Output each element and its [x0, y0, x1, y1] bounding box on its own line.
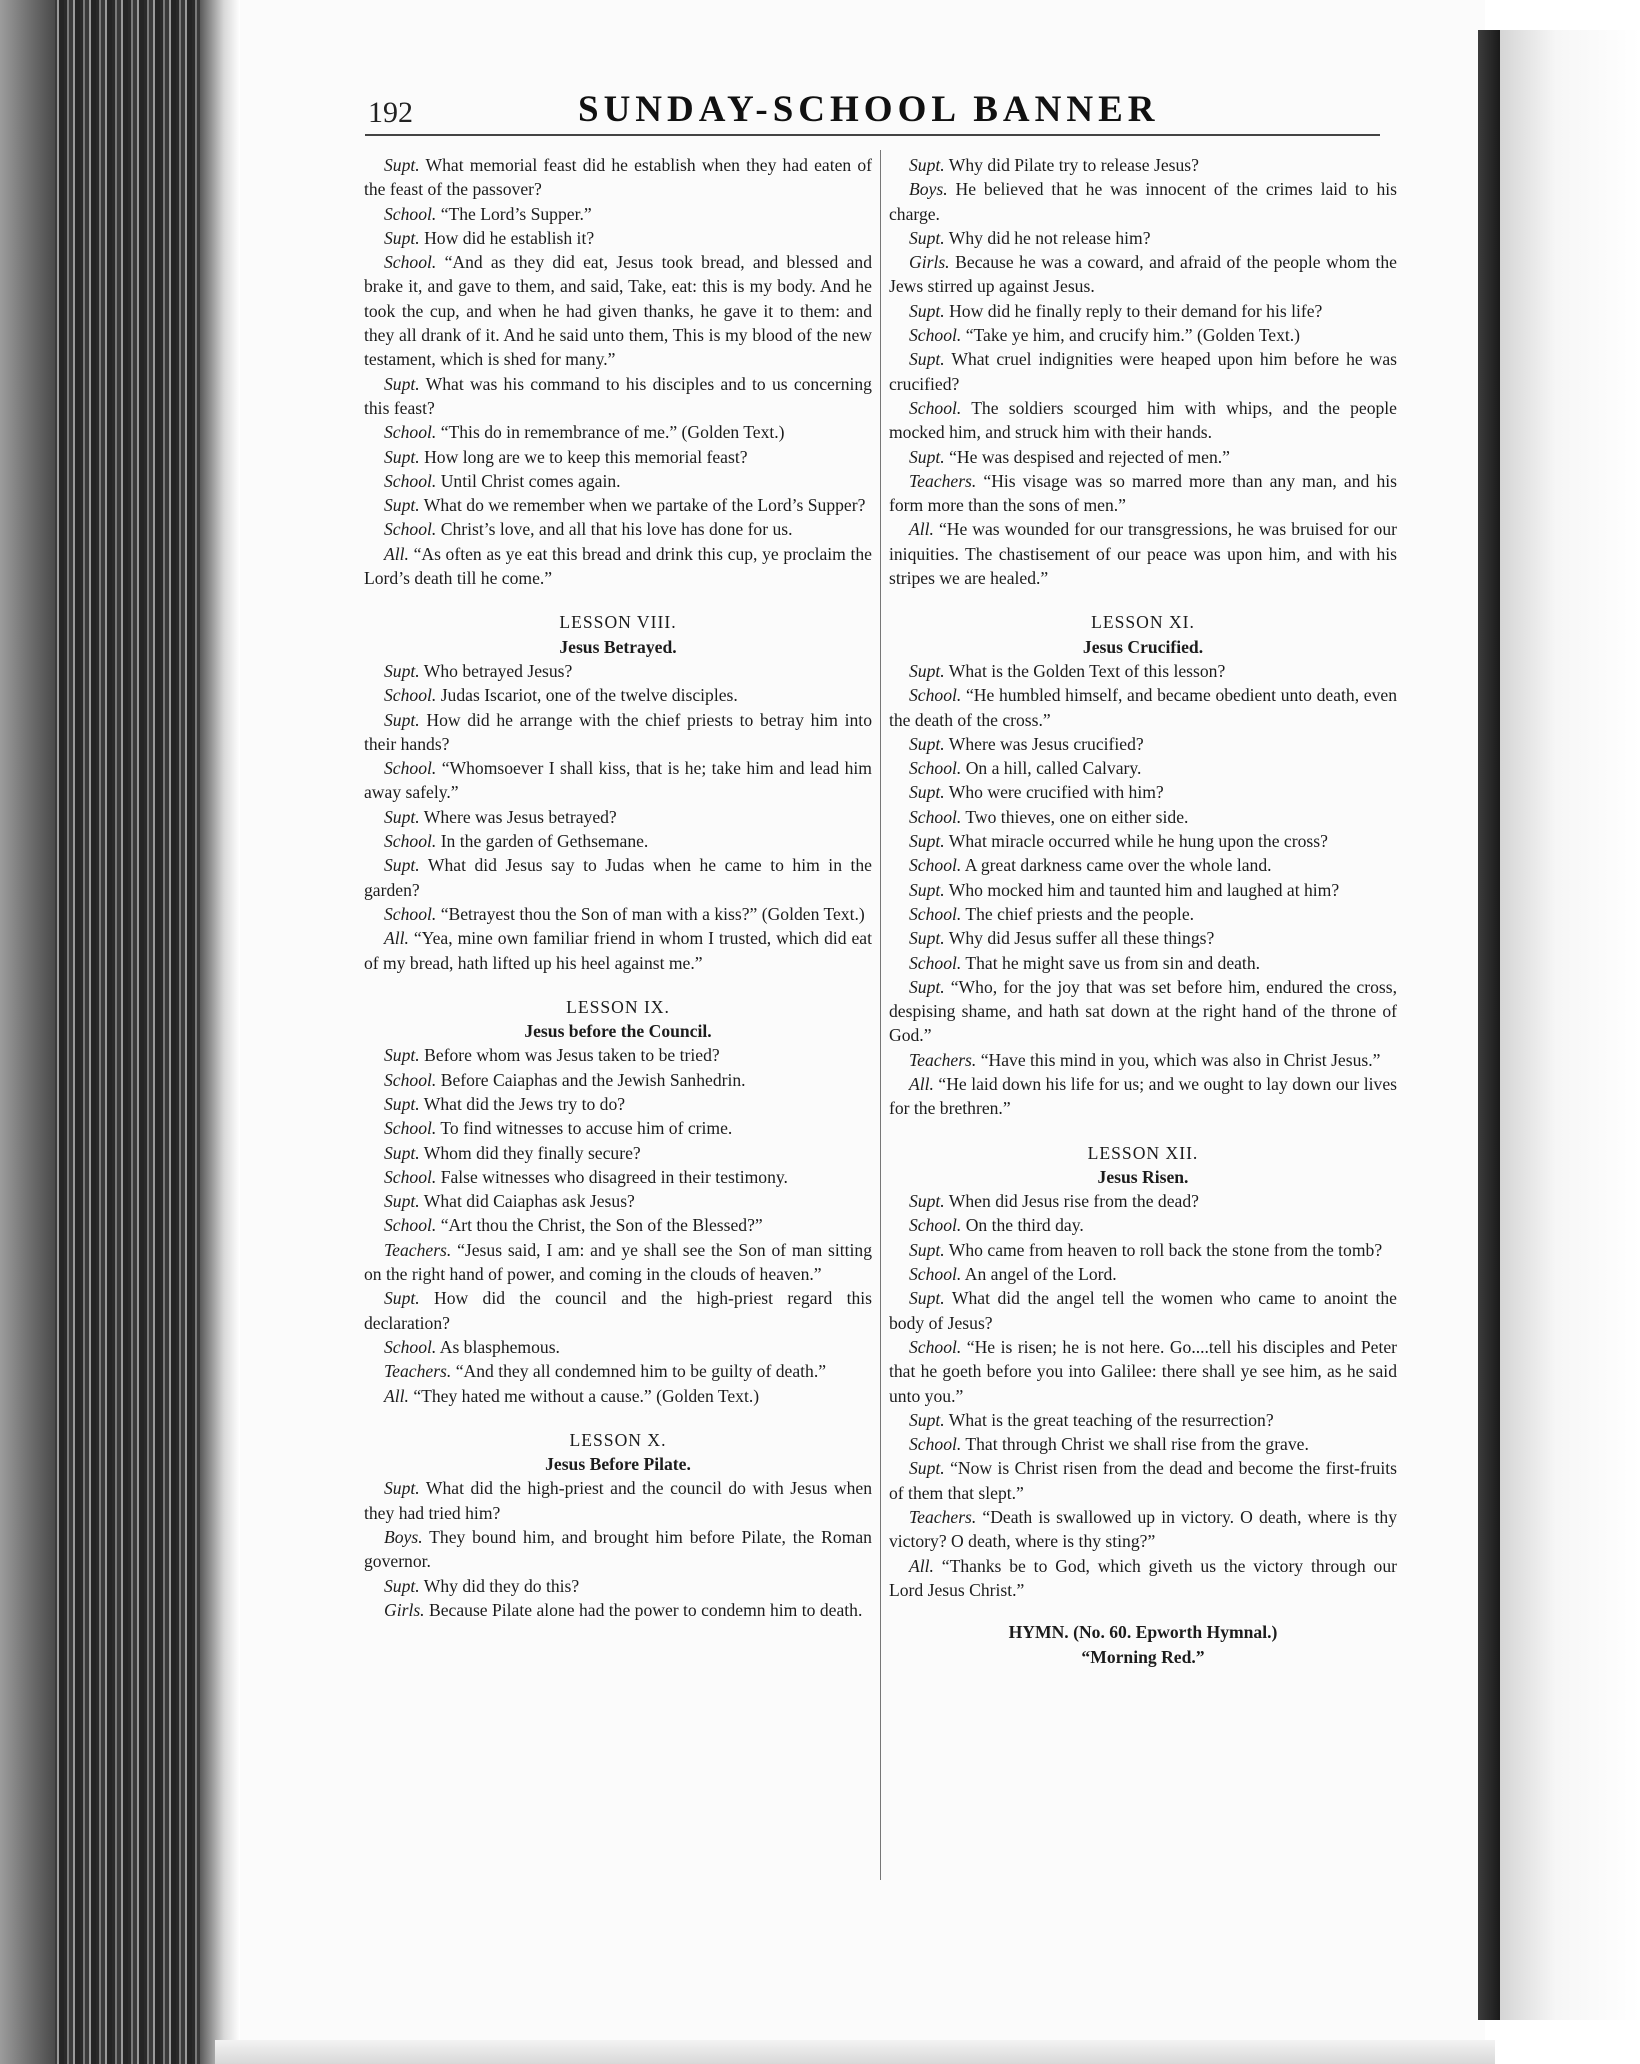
dialogue-text: “Who, for the joy that was set before him, endured the cross, despising shame, and hath sat down at the right hand of the throne of God.”: [889, 976, 1397, 1046]
dialogue-line: [889, 1554, 1397, 1603]
dialogue-line: [364, 1238, 872, 1287]
dialogue-text: When did Jesus rise from the dead?: [948, 1191, 1199, 1212]
dialogue-line: [364, 372, 872, 421]
dialogue-line: [889, 250, 1397, 299]
dialogue-line: [889, 1048, 1397, 1072]
dialogue-line: [889, 975, 1397, 1048]
dialogue-line: [364, 1213, 872, 1237]
dialogue-text: A great darkness came over the whole land.: [964, 855, 1272, 876]
dialogue-line: [889, 1286, 1397, 1335]
speaker-label: Supt.: [384, 1191, 420, 1212]
dialogue-line: [889, 829, 1397, 853]
dialogue-line: [889, 780, 1397, 804]
speaker-label: Teachers.: [384, 1239, 452, 1260]
speaker-label: Supt.: [384, 155, 420, 175]
speaker-label: School.: [909, 903, 962, 924]
dialogue-line: [889, 756, 1397, 780]
dialogue-line: [364, 902, 872, 926]
speaker-label: School.: [384, 1336, 437, 1357]
dialogue-text: “And as they did eat, Jesus took bread, and blessed and brake it, and gave to them, and said, Take, eat: this is my body. And he took the cup, and when he had given thanks, he gave it to them: and they all drank of it. And he said unto them, This is my blood of the new testament, which is shed for many.”: [364, 252, 873, 370]
dialogue-line: [364, 756, 872, 805]
dialogue-line: [364, 708, 872, 757]
page-bottom-edge: [215, 2040, 1495, 2064]
dialogue-text: “Have this mind in you, which was also in Christ Jesus.”: [980, 1049, 1381, 1070]
dialogue-text: Before whom was Jesus taken to be tried?: [424, 1045, 720, 1066]
speaker-label: School.: [909, 952, 962, 973]
speaker-label: School.: [909, 758, 962, 779]
dialogue-line: [364, 469, 872, 493]
speaker-label: Supt.: [909, 831, 945, 852]
lesson-heading: LESSON IX.: [566, 996, 670, 1017]
speaker-label: School.: [384, 1069, 437, 1090]
dialogue-text: “As often as ye eat this bread and drink this cup, ye proclaim the Lord’s death till he come.”: [364, 543, 872, 589]
lesson-title: Jesus Risen.: [1097, 1166, 1189, 1187]
dialogue-line: [364, 1574, 872, 1598]
speaker-label: Supt.: [909, 879, 945, 900]
dialogue-line: [889, 445, 1397, 469]
dialogue-line: [364, 853, 872, 902]
speaker-label: Supt.: [909, 733, 945, 754]
dialogue-line: [889, 732, 1397, 756]
speaker-label: School.: [909, 325, 962, 346]
dialogue-line: [889, 396, 1397, 445]
dialogue-text: What cruel indignities were heaped upon him before he was crucified?: [889, 349, 1397, 394]
speaker-label: School.: [384, 422, 437, 443]
header-rule: [365, 134, 1380, 136]
dialogue-line: [364, 1043, 872, 1067]
speaker-label: Supt.: [384, 1288, 420, 1309]
dialogue-text: What miracle occurred while he hung upon the cross?: [948, 831, 1328, 852]
speaker-label: Teachers.: [909, 1049, 977, 1070]
dialogue-text: Before Caiaphas and the Jewish Sanhedrin.: [440, 1069, 746, 1090]
dialogue-line: [889, 226, 1397, 250]
dialogue-line: [364, 683, 872, 707]
dialogue-text: In the garden of Gethsemane.: [440, 831, 649, 852]
dialogue-text: How did the council and the high-priest regard this declaration?: [364, 1288, 872, 1333]
dialogue-text: Two thieves, one on either side.: [965, 806, 1189, 827]
dialogue-text: “He is risen; he is not here. Go....tell his disciples and Peter that he goeth before you into Galilee: there shall ye see him, as he said unto you.”: [889, 1336, 1398, 1406]
gutter-shadow: [200, 0, 240, 2064]
speaker-label: Supt.: [384, 1478, 420, 1499]
dialogue-line: [364, 445, 872, 469]
speaker-label: Supt.: [384, 1575, 420, 1596]
dialogue-text: “Death is swallowed up in victory. O death, where is thy victory? O death, where is thy sting?”: [889, 1507, 1397, 1552]
dialogue-text: “The Lord’s Supper.”: [440, 203, 592, 224]
speaker-label: School.: [909, 806, 962, 827]
dialogue-text: What is the great teaching of the resurrection?: [948, 1409, 1274, 1430]
speaker-label: Supt.: [909, 227, 945, 248]
dialogue-line: [889, 878, 1397, 902]
speaker-label: Supt.: [384, 709, 420, 730]
dialogue-text: Who were crucified with him?: [948, 782, 1164, 803]
dialogue-text: They bound him, and brought him before Pilate, the Roman governor.: [364, 1527, 872, 1572]
speaker-label: Teachers.: [909, 470, 977, 491]
page-title: SUNDAY-SCHOOL BANNER: [578, 89, 1160, 130]
dialogue-line: [889, 323, 1397, 347]
dialogue-line: [889, 1262, 1397, 1286]
dialogue-text: What is the Golden Text of this lesson?: [948, 660, 1226, 681]
speaker-label: All.: [909, 519, 934, 540]
dialogue-text: What do we remember when we partake of the Lord’s Supper?: [423, 495, 866, 516]
dialogue-line: [364, 1598, 872, 1622]
dialogue-line: [889, 683, 1397, 732]
lesson-heading: LESSON X.: [569, 1429, 667, 1450]
dialogue-line: [889, 1408, 1397, 1432]
dialogue-line: [889, 1213, 1397, 1237]
dialogue-line: [889, 469, 1397, 518]
dialogue-text: What did the Jews try to do?: [423, 1093, 626, 1114]
speaker-label: Supt.: [909, 349, 945, 370]
dialogue-line: [364, 226, 872, 250]
speaker-label: Supt.: [909, 976, 945, 997]
dialogue-line: [364, 659, 872, 683]
lesson-heading: LESSON XII.: [1087, 1142, 1199, 1163]
dialogue-text: Because he was a coward, and afraid of the people whom the Jews stirred up against Jesus.: [889, 252, 1397, 297]
speaker-label: Supt.: [384, 495, 420, 516]
speaker-label: Supt.: [384, 855, 420, 876]
dialogue-text: Why did Pilate try to release Jesus?: [948, 155, 1199, 175]
speaker-label: School.: [384, 203, 437, 224]
dialogue-text: “His visage was so marred more than any man, and his form more than the sons of men.”: [889, 470, 1397, 516]
dialogue-text: How did he establish it?: [424, 227, 595, 248]
dialogue-text: Why did Jesus suffer all these things?: [948, 928, 1215, 949]
page-header: [368, 88, 1378, 136]
dialogue-text: “Yea, mine own familiar friend in whom I trusted, which did eat of my bread, hath lifted up his heel against me.”: [364, 928, 872, 973]
dialogue-line: [364, 420, 872, 444]
speaker-label: Supt.: [384, 806, 420, 827]
dialogue-line: [889, 659, 1397, 683]
dialogue-text: “He humbled himself, and became obedient unto death, even the death of the cross.”: [889, 685, 1397, 730]
dialogue-text: “This do in remembrance of me.” (Golden Text.): [440, 422, 785, 443]
dialogue-line: [889, 347, 1397, 396]
dialogue-text: “And they all condemned him to be guilty of death.”: [455, 1361, 827, 1382]
speaker-label: Supt.: [384, 1093, 420, 1114]
speaker-label: School.: [384, 1166, 437, 1187]
dialogue-line: [889, 902, 1397, 926]
dialogue-line: [364, 805, 872, 829]
dialogue-text: Whom did they finally secure?: [423, 1142, 641, 1163]
speaker-label: Supt.: [909, 155, 945, 175]
dialogue-line: [889, 926, 1397, 950]
dialogue-text: Where was Jesus betrayed?: [423, 806, 617, 827]
dialogue-line: [364, 517, 872, 541]
speaker-label: School.: [909, 1434, 962, 1455]
speaker-label: School.: [384, 758, 437, 779]
page-number: 192: [368, 96, 413, 129]
dialogue-line: [889, 1238, 1397, 1262]
dialogue-text: Who mocked him and taunted him and laughed at him?: [948, 879, 1340, 900]
dialogue-line: [364, 1359, 872, 1383]
dialogue-line: [364, 1476, 872, 1525]
dialogue-line: [889, 517, 1397, 590]
hymn-line: HYMN. (No. 60. Epworth Hymnal.): [1008, 1622, 1278, 1643]
dialogue-text: Until Christ comes again.: [440, 470, 621, 491]
dialogue-line: [364, 1165, 872, 1189]
dialogue-text: “Take ye him, and crucify him.” (Golden Text.): [965, 325, 1301, 346]
speaker-label: Girls.: [384, 1599, 425, 1620]
dialogue-line: [364, 1384, 872, 1408]
dialogue-text: Where was Jesus crucified?: [948, 733, 1144, 754]
dialogue-text: What memorial feast did he establish when they had eaten of the feast of the passover?: [364, 155, 872, 200]
dialogue-text: That he might save us from sin and death.: [965, 952, 1261, 973]
speaker-label: Supt.: [909, 660, 945, 681]
speaker-label: Supt.: [909, 1288, 945, 1309]
dialogue-line: [889, 805, 1397, 829]
dialogue-line: [364, 1068, 872, 1092]
dialogue-line: [364, 153, 872, 202]
dialogue-line: [889, 951, 1397, 975]
dialogue-line: [364, 1286, 872, 1335]
dialogue-text: “Whomsoever I shall kiss, that is he; take him and lead him away safely.”: [364, 758, 872, 803]
dialogue-line: [889, 153, 1397, 177]
speaker-label: School.: [384, 1215, 437, 1236]
dialogue-line: [364, 542, 872, 591]
dialogue-line: [364, 926, 872, 975]
dialogue-line: [364, 202, 872, 226]
lesson-title: Jesus Crucified.: [1082, 636, 1204, 657]
speaker-label: School.: [909, 397, 962, 418]
speaker-label: School.: [384, 685, 437, 706]
speaker-label: School.: [384, 831, 437, 852]
speaker-label: School.: [909, 1336, 962, 1357]
speaker-label: Supt.: [909, 928, 945, 949]
dialogue-line: [889, 1189, 1397, 1213]
dialogue-text: What was his command to his disciples and to us concerning this feast?: [364, 373, 872, 418]
speaker-label: Supt.: [384, 1045, 420, 1066]
speaker-label: Supt.: [909, 446, 945, 467]
speaker-label: Supt.: [909, 1409, 945, 1430]
speaker-label: All.: [384, 543, 409, 564]
speaker-label: School.: [384, 252, 437, 273]
lesson-title: Jesus Betrayed.: [559, 636, 677, 657]
dialogue-text: Judas Iscariot, one of the twelve disciples.: [440, 685, 738, 706]
dialogue-line: [364, 1092, 872, 1116]
dialogue-text: “Art thou the Christ, the Son of the Blessed?”: [440, 1215, 763, 1236]
dialogue-line: [889, 1456, 1397, 1505]
speaker-label: All.: [909, 1073, 934, 1094]
speaker-label: Supt.: [384, 446, 420, 467]
speaker-label: Supt.: [384, 660, 420, 681]
dialogue-line: [889, 299, 1397, 323]
speaker-label: School.: [909, 685, 962, 706]
dialogue-line: [364, 1116, 872, 1140]
lesson-heading: LESSON VIII.: [559, 612, 677, 633]
speaker-label: Supt.: [909, 1458, 945, 1479]
dialogue-line: [364, 1335, 872, 1359]
dialogue-line: [889, 1432, 1397, 1456]
book-edge: [0, 0, 55, 2064]
dialogue-text: What did Caiaphas ask Jesus?: [423, 1191, 635, 1212]
speaker-label: Supt.: [909, 300, 945, 321]
dialogue-text: Who betrayed Jesus?: [423, 660, 573, 681]
next-page-edge: [1500, 30, 1640, 2020]
lesson-title: Jesus before the Council.: [524, 1021, 712, 1042]
dialogue-line: [364, 829, 872, 853]
dialogue-text: “Now is Christ risen from the dead and become the first-fruits of them that slept.”: [889, 1458, 1398, 1503]
dialogue-text: “Thanks be to God, which giveth us the victory through our Lord Jesus Christ.”: [889, 1555, 1397, 1600]
speaker-label: All.: [384, 1385, 409, 1406]
dialogue-text: How did he arrange with the chief priests to betray him into their hands?: [364, 709, 872, 754]
speaker-label: School.: [384, 470, 437, 491]
speaker-label: Supt.: [909, 1191, 945, 1212]
speaker-label: All.: [909, 1555, 934, 1576]
dialogue-text: He believed that he was innocent of the crimes laid to his charge.: [889, 179, 1397, 224]
dialogue-text: The chief priests and the people.: [965, 903, 1195, 924]
speaker-label: School.: [909, 1264, 962, 1285]
dialogue-text: “They hated me without a cause.” (Golden Text.): [413, 1385, 760, 1406]
dialogue-text: What did the high-priest and the council do with Jesus when they had tried him?: [364, 1478, 872, 1523]
speaker-label: School.: [384, 1118, 437, 1139]
dialogue-line: [889, 177, 1397, 226]
dialogue-text: “He was wounded for our transgressions, he was bruised for our iniquities. The chastisement of our peace was upon him, and with his stripes we are healed.”: [889, 519, 1397, 589]
dialogue-text: “Jesus said, I am: and ye shall see the Son of man sitting on the right hand of power, and coming in the clouds of heaven.”: [364, 1239, 872, 1285]
dialogue-text: How long are we to keep this memorial feast?: [424, 446, 748, 467]
dialogue-text: What did the angel tell the women who came to anoint the body of Jesus?: [889, 1288, 1397, 1333]
dialogue-text: Christ’s love, and all that his love has done for us.: [440, 519, 793, 540]
hymn-line: “Morning Red.”: [1081, 1646, 1205, 1667]
dialogue-line: [364, 1525, 872, 1574]
lesson-heading: LESSON XI.: [1091, 612, 1195, 633]
dialogue-text: On the third day.: [965, 1215, 1084, 1236]
dialogue-text: “He laid down his life for us; and we ought to lay down our lives for the brethren.”: [889, 1073, 1397, 1119]
speaker-label: Boys.: [909, 179, 948, 200]
speaker-label: All.: [384, 928, 409, 949]
dialogue-text: “Betrayest thou the Son of man with a kiss?” (Golden Text.): [440, 903, 865, 924]
dialogue-line: [364, 250, 872, 371]
speaker-label: Supt.: [909, 782, 945, 803]
dialogue-line: [889, 1072, 1397, 1121]
speaker-label: Supt.: [384, 227, 420, 248]
dialogue-line: [364, 1189, 872, 1213]
dialogue-line: [889, 853, 1397, 877]
left-column: [364, 153, 872, 1622]
dialogue-text: As blasphemous.: [439, 1336, 560, 1357]
dialogue-text: The soldiers scourged him with whips, and the people mocked him, and struck him with their hands.: [889, 397, 1397, 443]
page-edge: [1478, 30, 1500, 2020]
dialogue-text: An angel of the Lord.: [964, 1264, 1117, 1285]
column-divider: [880, 150, 881, 1880]
right-column: [889, 153, 1397, 1669]
dialogue-text: That through Christ we shall rise from the grave.: [965, 1434, 1309, 1455]
dialogue-text: Who came from heaven to roll back the stone from the tomb?: [948, 1239, 1383, 1260]
speaker-label: School.: [909, 855, 962, 876]
dialogue-text: Why did he not release him?: [948, 227, 1151, 248]
speaker-label: Teachers.: [384, 1361, 452, 1382]
speaker-label: School.: [909, 1215, 962, 1236]
speaker-label: Supt.: [909, 1239, 945, 1260]
speaker-label: Boys.: [384, 1527, 423, 1548]
dialogue-text: What did Jesus say to Judas when he came to him in the garden?: [364, 855, 872, 900]
speaker-label: Girls.: [909, 252, 950, 273]
dialogue-line: [364, 1141, 872, 1165]
speaker-label: School.: [384, 519, 437, 540]
speaker-label: Supt.: [384, 373, 420, 394]
dialogue-text: How did he finally reply to their demand for his life?: [949, 300, 1323, 321]
dialogue-line: [889, 1505, 1397, 1554]
speaker-label: Supt.: [384, 1142, 420, 1163]
dialogue-line: [889, 1335, 1397, 1408]
dialogue-text: On a hill, called Calvary.: [965, 758, 1142, 779]
dialogue-text: “He was despised and rejected of men.”: [949, 446, 1230, 467]
dialogue-text: Why did they do this?: [423, 1575, 580, 1596]
lesson-title: Jesus Before Pilate.: [545, 1454, 691, 1475]
speaker-label: School.: [384, 903, 437, 924]
speaker-label: Teachers.: [909, 1507, 977, 1528]
dialogue-text: Because Pilate alone had the power to condemn him to death.: [428, 1599, 863, 1620]
dialogue-line: [364, 493, 872, 517]
dialogue-text: False witnesses who disagreed in their testimony.: [440, 1166, 788, 1187]
dialogue-text: To find witnesses to accuse him of crime.: [440, 1118, 733, 1139]
